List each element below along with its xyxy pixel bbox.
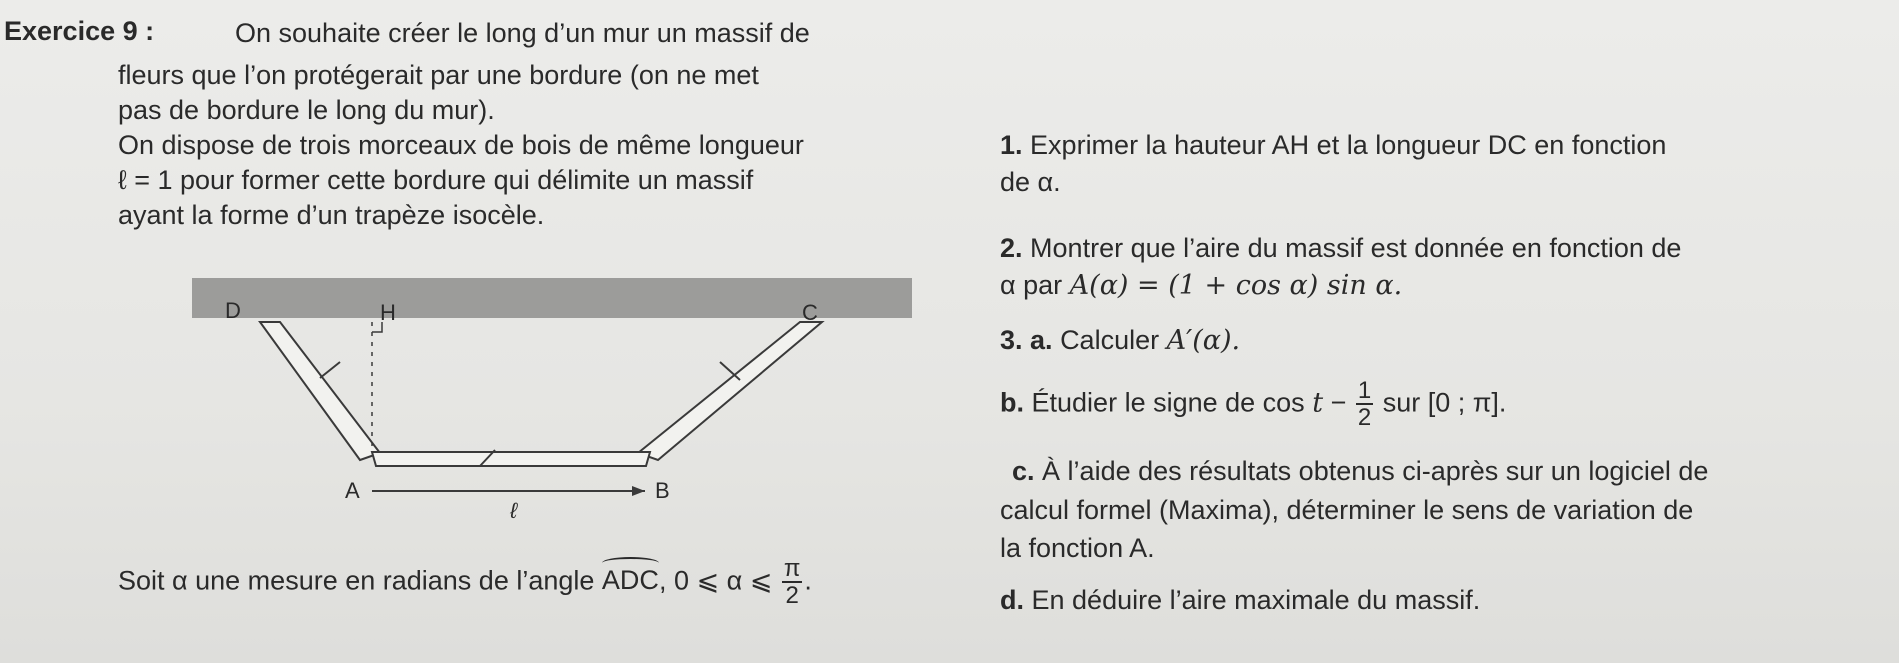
intro-line-5: ℓ = 1 pour former cette bordure qui délimite un massif (118, 165, 754, 195)
intro-line-4: On dispose de trois morceaux de bois de même longueur (118, 130, 804, 160)
q1-number: 1. (1000, 130, 1023, 160)
q3d-text: En déduire l’aire maximale du massif. (1031, 585, 1481, 615)
q3a-formula: A′(α). (1166, 325, 1241, 356)
question-3c-line-1 (1012, 456, 1708, 486)
question-3c-line-3: la fonction A. (1000, 533, 1155, 563)
q1-text-1: Exprimer la hauteur AH et la longueur DC en fonction (1030, 130, 1667, 160)
angle-end: . (804, 565, 812, 596)
q3b-var: t (1312, 387, 1324, 419)
q2-text-1: Montrer que l’aire du massif est donnée en fonction de (1030, 233, 1682, 263)
exercise-title-text: Exercice 9 : (4, 16, 155, 46)
trapezoid-diagram (140, 270, 920, 520)
angle-definition (118, 556, 812, 608)
left-tick-mark (320, 362, 340, 378)
angle-range-prefix: , 0 ⩽ α ⩽ (658, 565, 773, 596)
question-3a (1000, 325, 1240, 356)
question-2-line-2 (1000, 270, 1402, 301)
q3a-number: 3. a. (1000, 325, 1053, 355)
right-tick-mark (720, 362, 740, 380)
question-3d (1000, 585, 1480, 615)
label-d: D (225, 298, 241, 323)
label-ell: ℓ (510, 498, 518, 520)
q2-text-2: α par (1000, 270, 1063, 300)
q3a-text: Calculer (1060, 325, 1160, 355)
right-board (638, 322, 822, 460)
length-arrow-head (632, 486, 645, 496)
angle-text-prefix: Soit α une mesure en radians de l’angle (118, 565, 595, 596)
intro-line-6: ayant la forme d’un trapèze isocèle. (118, 200, 545, 230)
intro-line-1: On souhaite créer le long d’un mur un massif de (235, 18, 810, 48)
q3b-number: b. (1000, 387, 1024, 418)
question-3c-line-2: calcul formel (Maxima), déterminer le sens de variation de (1000, 495, 1694, 525)
question-3b (1000, 378, 1506, 430)
intro-line-3: pas de bordure le long du mur). (118, 95, 495, 125)
label-b: B (655, 478, 670, 503)
pi-over-two-den: 2 (785, 582, 799, 610)
label-a: A (345, 478, 360, 503)
q3b-text: Étudier le signe de cos (1031, 387, 1305, 418)
left-board (260, 322, 380, 460)
label-c: C (802, 300, 818, 325)
q3c-text-1: À l’aide des résultats obtenus ci-après sur un logiciel de (1042, 456, 1709, 486)
exercise-title (4, 16, 154, 46)
label-h: H (380, 300, 396, 325)
q3b-minus: − (1330, 387, 1347, 418)
one-half-den: 2 (1357, 404, 1372, 432)
one-half-fraction (1356, 378, 1373, 430)
q2-formula: A(α) = (1 + cos α) sin α. (1069, 270, 1403, 301)
q3b-end: sur [0 ; π]. (1382, 387, 1507, 418)
angle-adc: ADC (601, 565, 659, 596)
q2-number: 2. (1000, 233, 1023, 263)
bottom-board (372, 452, 650, 466)
q3c-number: c. (1012, 456, 1035, 486)
pi-over-two-fraction (782, 556, 803, 608)
one-half-num: 1 (1357, 377, 1372, 404)
question-2-line-1 (1000, 233, 1681, 263)
q3d-number: d. (1000, 585, 1024, 615)
intro-line-2: fleurs que l’on protégerait par une bordure (on ne met (118, 60, 759, 90)
question-1-line-2: de α. (1000, 167, 1061, 197)
question-1-line-1 (1000, 130, 1666, 160)
pi-over-two-num: π (783, 555, 801, 582)
